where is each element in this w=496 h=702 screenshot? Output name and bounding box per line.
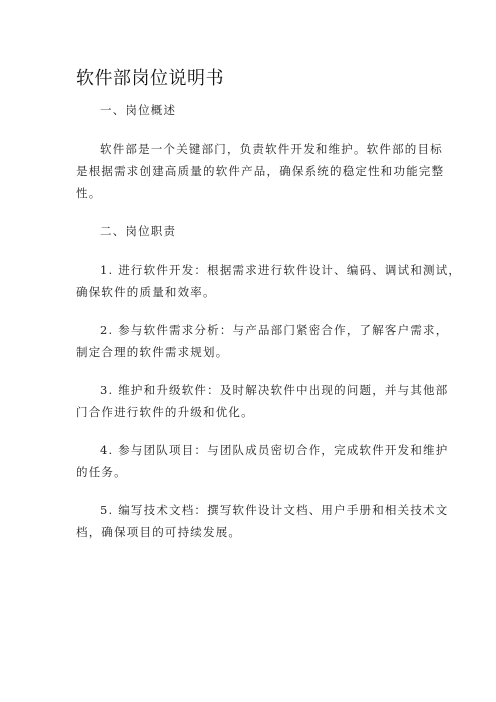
- list-item-line: 5. 编写技术文档：撰写软件设计文档、用户手册和相关技术文: [100, 503, 449, 517]
- document-title: 软件部岗位说明书: [76, 68, 224, 89]
- list-item-line: 确保软件的质量和效率。: [76, 285, 216, 299]
- list-item-line: 门合作进行软件的升级和优化。: [76, 405, 254, 419]
- list-item-line: 2. 参与软件需求分析：与产品部门紧密合作，了解客户需求，: [100, 323, 449, 337]
- list-item-line: 1. 进行软件开发：根据需求进行软件设计、编码、调试和测试，: [100, 263, 462, 277]
- section-heading-overview: 一、岗位概述: [100, 103, 177, 117]
- list-item-line: 3. 维护和升级软件：及时解决软件中出现的问题，并与其他部: [100, 383, 449, 397]
- paragraph-line: 是根据需求创建高质量的软件产品，确保系统的稳定性和功能完整: [76, 164, 445, 178]
- list-item-line: 制定合理的软件需求规划。: [76, 345, 229, 359]
- section-heading-duties: 二、岗位职责: [100, 224, 177, 238]
- list-item-line: 4. 参与团队项目：与团队成员密切合作，完成软件开发和维护: [100, 443, 449, 457]
- list-item-line: 档，确保项目的可持续发展。: [76, 525, 242, 539]
- paragraph-line: 性。: [76, 186, 102, 200]
- paragraph-line: 软件部是一个关键部门，负责软件开发和维护。软件部的目标: [100, 142, 443, 156]
- list-item-line: 的任务。: [76, 465, 127, 479]
